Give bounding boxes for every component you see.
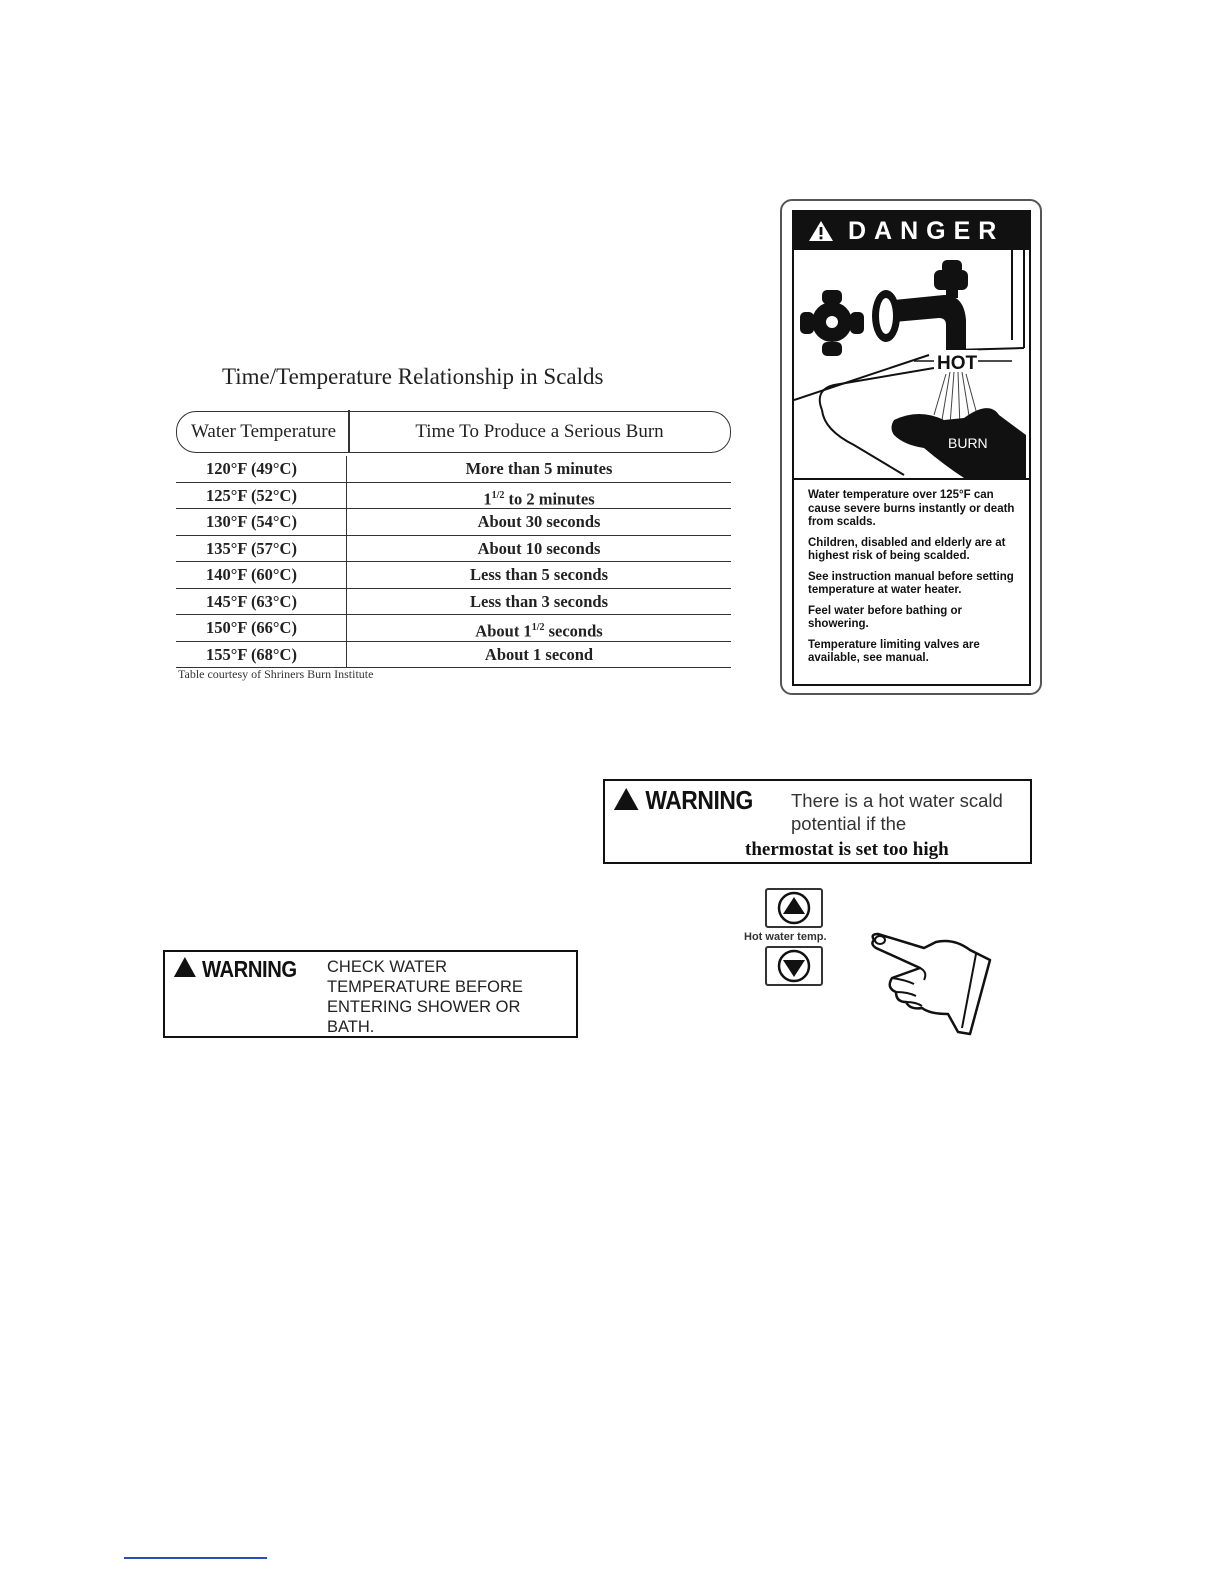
time-cell: About 30 seconds [477,512,601,531]
temp-down-button[interactable] [765,946,823,986]
temp-cell: 125°F (52°C) [176,483,347,509]
table-credit: Table courtesy of Shriners Burn Institute [178,667,374,681]
warning-triangle-icon [613,787,639,811]
table-row [176,562,731,589]
faucet-hand-icon [794,250,1029,478]
time-post: to 2 minutes [504,489,595,508]
table-row [176,536,731,563]
time-cell: Less than 3 seconds [470,591,608,611]
table-row [176,509,731,536]
table-body [176,456,731,668]
temp-cell: 120°F (49°C) [176,456,347,482]
scald-table-title: Time/Temperature Relationship in Scalds [222,364,604,389]
time-cell: About 10 seconds [477,538,601,558]
hot-water-temp-label: Hot water temp. [744,931,827,943]
time-cell: More than 5 minutes [465,459,613,478]
temp-cell: 130°F (54°C) [176,509,347,535]
burn-text: BURN [948,435,988,451]
time-cell: About 1 second [484,644,594,664]
temp-cell: 135°F (57°C) [176,536,347,562]
triangle-up-icon [767,890,821,926]
warning-shower-box [163,950,578,1038]
triangle-down-icon [767,948,821,984]
warning-label-text: WARNING [645,785,753,815]
time-post: seconds [544,621,603,641]
temp-up-button[interactable] [765,888,823,928]
warning-label [173,956,297,983]
warning-text-bold: thermostat is set too high [745,839,949,860]
temp-cell: 140°F (60°C) [176,562,347,588]
temp-cell: 150°F (66°C) [176,615,347,641]
time-pre: 1 [483,489,492,508]
warning-triangle-icon [173,956,197,978]
table-header [176,411,731,453]
table-row [176,589,731,616]
time-cell [347,615,731,641]
header-time-to-burn: Time To Produce a Serious Burn [415,421,664,442]
table-row [176,456,731,483]
hot-text: HOT [937,353,978,374]
warning-text: CHECK WATER TEMPERATURE BEFORE ENTERING SHOWER OR BATH. [327,958,523,1036]
danger-title: DANGER [848,217,1005,245]
header-water-temperature: Water Temperature [191,421,337,442]
danger-text [808,489,1023,673]
warning-thermostat-box [603,779,1032,864]
danger-paragraph: Children, disabled and elderly are at highest risk of being scalded. [808,536,1006,562]
time-fraction: 1/2 [531,622,545,633]
danger-paragraph: Feel water before bathing or showering. [808,604,962,630]
scald-table [176,411,731,668]
danger-paragraph: See instruction manual before setting temperature at water heater. [808,570,1014,596]
warning-label [613,785,753,816]
danger-paragraph: Temperature limiting valves are available, see manual. [808,638,980,664]
footnote-rule [124,1557,267,1559]
warning-text: There is a hot water scald potential if the [791,790,1003,834]
warning-label-text: WARNING [201,956,297,982]
pointing-hand-icon [866,930,996,1040]
temp-cell: 155°F (68°C) [176,642,347,668]
time-pre: About 1 [475,621,532,641]
danger-header [794,212,1029,250]
danger-label-frame [792,210,1031,686]
danger-label [780,199,1042,695]
time-cell: Less than 5 seconds [470,565,608,584]
faucet-scald-illustration [794,250,1029,480]
table-row [176,615,731,642]
table-row [176,483,731,510]
time-fraction: 1/2 [491,489,505,501]
time-cell [347,483,731,509]
warning-triangle-icon [808,220,834,242]
table-row [176,642,731,669]
danger-paragraph: Water temperature over 125°F can cause severe burns instantly or death from scalds. [808,489,1015,528]
temp-cell: 145°F (63°C) [176,589,347,615]
